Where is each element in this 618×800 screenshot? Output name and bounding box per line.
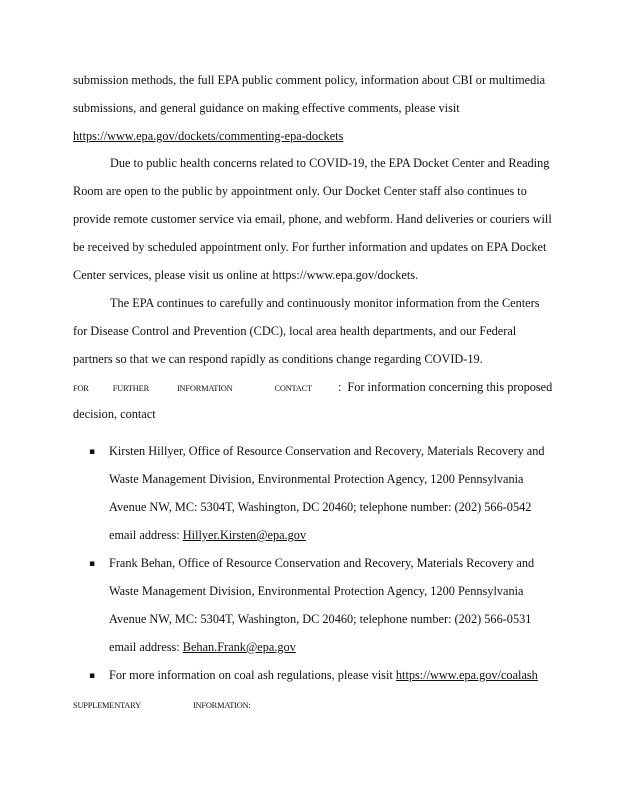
intro-line-2: submissions, and general guidance on making effective comments, please visit: [73, 101, 460, 115]
further-info-heading: [73, 379, 552, 397]
monitor-line-2: for Disease Control and Prevention (CDC), local area health departments, and our Federal: [73, 324, 517, 338]
intro-line-1: submission methods, the full EPA public comment policy, information about CBI or multimedia: [73, 73, 546, 87]
contact-1-line-1: Kirsten Hillyer, Office of Resource Conservation and Recovery, Materials Recovery and: [109, 444, 545, 458]
covid-line-4: be received by scheduled appointment only. For further information and updates on EPA Docket: [73, 240, 547, 254]
covid-line-5: Center services, please visit us online at https://www.epa.gov/dockets.: [73, 268, 419, 282]
further-info-colon: :: [337, 380, 342, 394]
bullet-icon: ▪: [89, 447, 96, 457]
further-info-text-2: decision, contact: [73, 407, 156, 421]
further-info-label-word: CONTACT: [274, 384, 312, 393]
supplementary-label-word: INFORMATION:: [192, 701, 251, 710]
contact-1-line-3: Avenue NW, MC: 5304T, Washington, DC 20460; telephone number: (202) 566-0542: [109, 500, 532, 514]
contact-2-email-link[interactable]: Behan.Frank@epa.gov: [182, 640, 296, 654]
contact-1-line-2: Waste Management Division, Environmental Protection Agency, 1200 Pennsylvania: [109, 472, 524, 486]
covid-line-2: Room are open to the public by appointment only. Our Docket Center staff also continues to: [73, 184, 527, 198]
further-info-label-word: FURTHER: [112, 384, 149, 393]
monitor-line-1: The EPA continues to carefully and continuously monitor information from the Centers: [110, 296, 540, 310]
comment-policy-link[interactable]: https://www.epa.gov/dockets/commenting-epa-dockets: [73, 129, 344, 143]
further-info-text: For information concerning this proposed: [347, 380, 553, 394]
email-label: email address:: [109, 640, 183, 654]
contact-1-email-line: [109, 527, 306, 543]
covid-line-3: provide remote customer service via email, phone, and webform. Hand deliveries or couriers will: [73, 212, 552, 226]
coal-ash-text: For more information on coal ash regulations, please visit: [109, 668, 396, 682]
bullet-icon: ▪: [89, 671, 96, 681]
covid-line-1: Due to public health concerns related to COVID-19, the EPA Docket Center and Reading: [110, 156, 550, 170]
contact-2-line-2: Waste Management Division, Environmental Protection Agency, 1200 Pennsylvania: [109, 584, 524, 598]
further-info-label-word: FOR: [73, 384, 89, 393]
contact-2-email-line: [109, 639, 296, 655]
coal-ash-link[interactable]: https://www.epa.gov/coalash: [395, 668, 538, 682]
further-info-label-word: INFORMATION: [176, 384, 233, 393]
contact-2-line-3: Avenue NW, MC: 5304T, Washington, DC 20460; telephone number: (202) 566-0531: [109, 612, 532, 626]
supplementary-label-word: SUPPLEMENTARY: [73, 701, 141, 710]
contact-1-email-link[interactable]: Hillyer.Kirsten@epa.gov: [182, 528, 307, 542]
bullet-icon: ▪: [89, 559, 96, 569]
email-label: email address:: [109, 528, 183, 542]
contact-2-line-1: Frank Behan, Office of Resource Conservation and Recovery, Materials Recovery and: [109, 556, 535, 570]
monitor-line-3: partners so that we can respond rapidly as conditions change regarding COVID-19.: [73, 352, 483, 366]
coal-ash-line: [109, 667, 538, 683]
supplementary-heading: [73, 696, 251, 714]
